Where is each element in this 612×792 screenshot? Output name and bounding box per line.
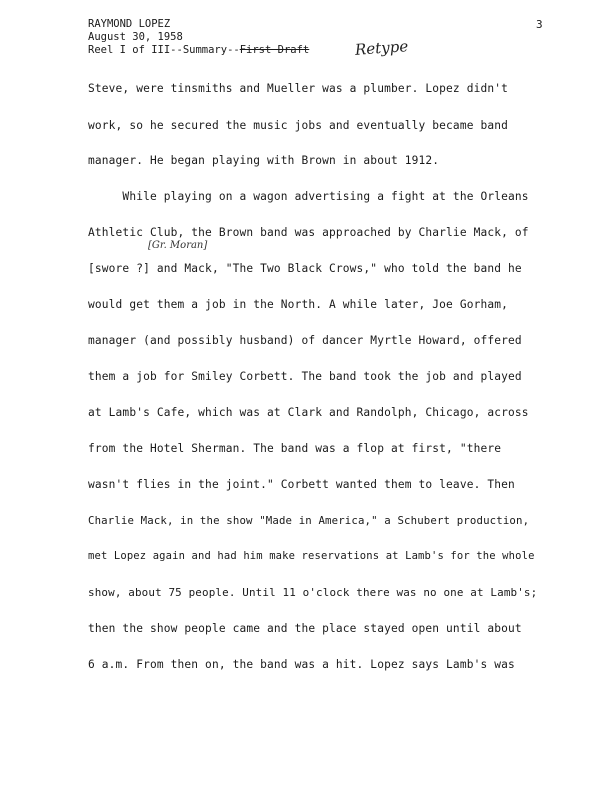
body-line: met Lopez again and had him make reservations at Lamb's for the whole — [88, 550, 535, 562]
interviewee-name: RAYMOND LOPEZ — [88, 18, 171, 30]
body-line: would get them a job in the North. A while later, Joe Gorham, — [88, 298, 509, 311]
page-number: 3 — [536, 18, 543, 31]
handwritten-insertion: [Gr. Moran] — [148, 240, 208, 251]
body-line: then the show people came and the place stayed open until about — [88, 622, 522, 635]
body-line: Charlie Mack, in the show "Made in America," a Schubert production, — [88, 514, 530, 527]
interview-date: August 30, 1958 — [88, 31, 183, 43]
body-line: work, so he secured the music jobs and eventually became band — [88, 119, 509, 132]
body-line: wasn't flies in the joint." Corbett wanted them to leave. Then — [88, 478, 515, 491]
handwritten-retype-note: Retype — [354, 37, 409, 59]
body-line: [swore ?] and Mack, "The Two Black Crows," who told the band he — [88, 262, 522, 275]
body-line: manager. He began playing with Brown in about 1912. — [88, 154, 440, 167]
body-line: from the Hotel Sherman. The band was a flop at first, "there — [88, 442, 502, 455]
body-line: them a job for Smiley Corbett. The band took the job and played — [88, 370, 522, 383]
reel-info — [88, 44, 309, 57]
body-line: 6 a.m. From then on, the band was a hit. Lopez says Lamb's was — [88, 658, 515, 671]
body-line: at Lamb's Cafe, which was at Clark and Randolph, Chicago, across — [88, 406, 529, 419]
reel-label: Reel I of III--Summary-- — [88, 44, 240, 56]
body-line: Steve, were tinsmiths and Mueller was a plumber. Lopez didn't — [88, 82, 509, 95]
body-line: Athletic Club, the Brown band was approached by Charlie Mack, of — [88, 226, 529, 239]
struck-draft-label: First Draft — [239, 44, 310, 56]
body-line: manager (and possibly husband) of dancer Myrtle Howard, offered — [88, 334, 522, 347]
body-line: While playing on a wagon advertising a fight at the Orleans — [88, 190, 529, 203]
body-line: show, about 75 people. Until 11 o'clock there was no one at Lamb's; — [88, 586, 538, 599]
